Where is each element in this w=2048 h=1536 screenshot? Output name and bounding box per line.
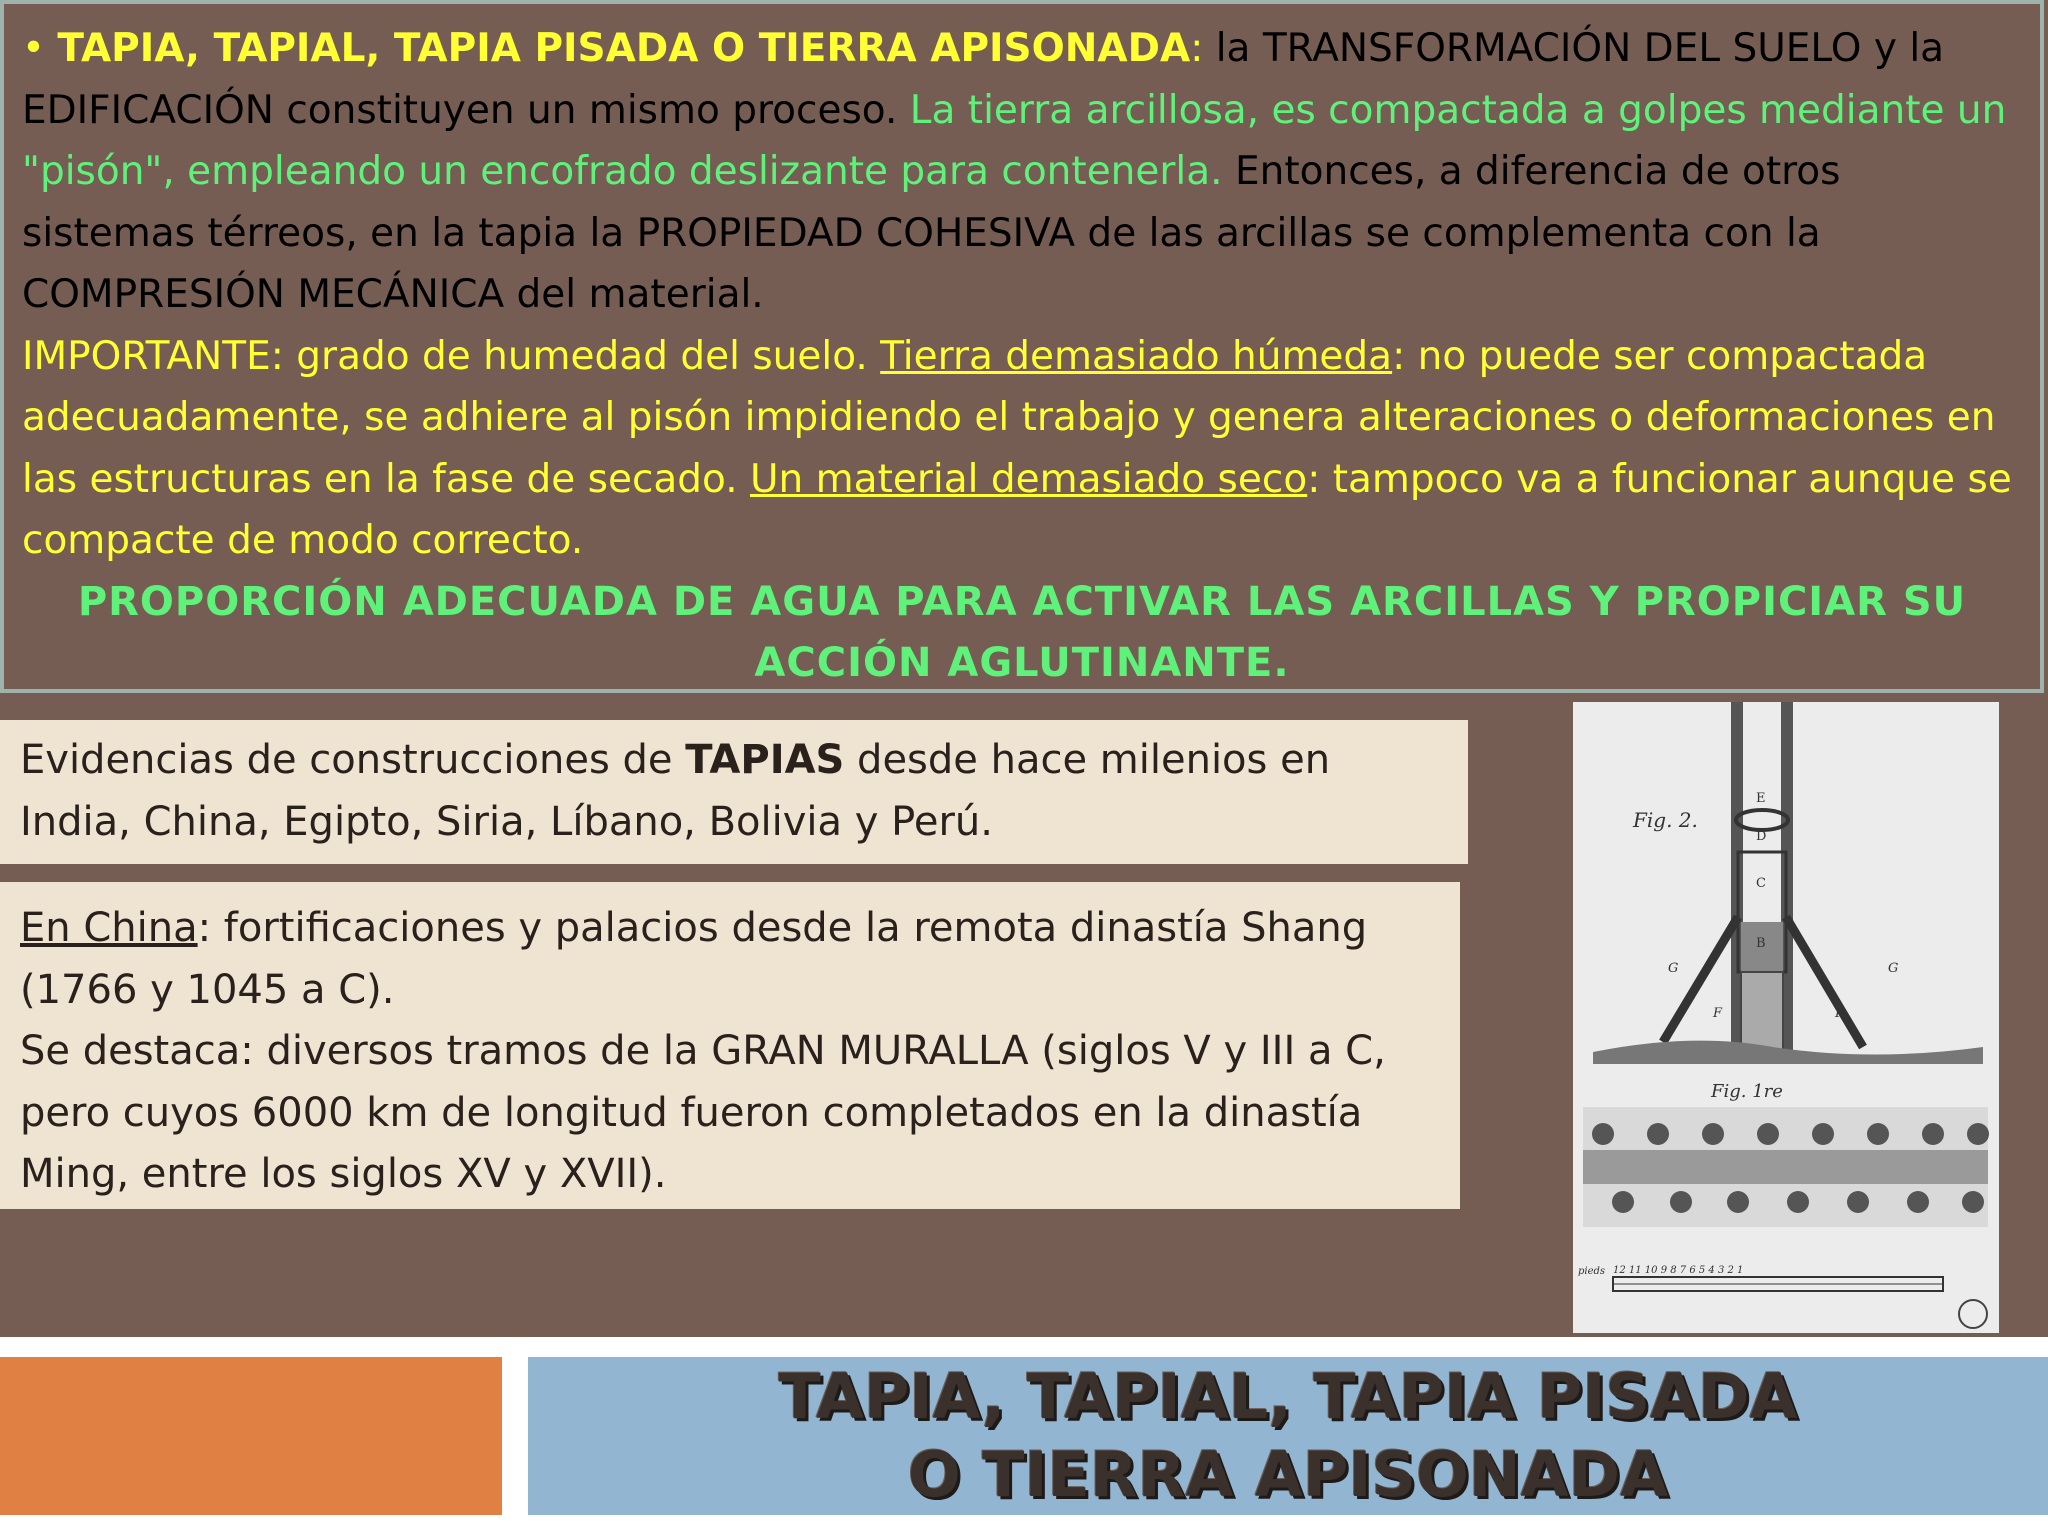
cohesion-text: Entonces, a diferencia de otros sistemas térreos, en la tapia la PROPIEDAD COHESIVA de las arcillas se complementa con la COMPRESIÓN MECÁNICA del material. (22, 149, 1841, 317)
evidence-box (0, 720, 1468, 864)
dry-soil-label: Un material demasiado seco (750, 456, 1308, 502)
scale-label: pieds (1578, 1266, 1606, 1277)
title-line-2: O TIERRA APISONADA (907, 1438, 1669, 1511)
intro-text: la TRANSFORMACIÓN DEL SUELO y la EDIFICACIÓN constituyen un mismo proceso. (22, 26, 1945, 133)
tapias-bold: TAPIAS (685, 737, 845, 783)
title-colon: : (1190, 26, 1204, 71)
letter-g-left: G (1668, 961, 1679, 976)
fig1-label: Fig. 1re (1711, 1081, 1783, 1102)
letter-f-left: F (1713, 1006, 1723, 1021)
rammed-earth-engraving (1573, 702, 1999, 1333)
engraving-drawing (1573, 702, 1999, 1333)
conclusion-text: PROPORCIÓN ADECUADA DE AGUA PARA ACTIVAR LAS ARCILLAS Y PROPICIAR SU ACCIÓN AGLUTINANTE. (77, 578, 1967, 686)
slide-title (528, 1357, 2048, 1515)
china-paragraph (20, 898, 1440, 1021)
evidence-text-after: desde hace milenios en India, China, Egipto, Siria, Líbano, Bolivia y Perú. (20, 737, 1331, 845)
intro-paragraph (22, 18, 2022, 326)
letter-f-right: F (1835, 1006, 1845, 1021)
china-label: En China (20, 905, 198, 951)
letter-c: C (1756, 876, 1766, 891)
evidence-text (20, 730, 1448, 853)
fig2-label: Fig. 2. (1633, 808, 1698, 832)
bold-title: TAPIA, TAPIAL, TAPIA PISADA O TIERRA APISONADA (57, 26, 1191, 71)
bullet-marker: • (22, 26, 46, 71)
letter-e: E (1756, 791, 1766, 806)
title-line-1: TAPIA, TAPIAL, TAPIA PISADA (778, 1360, 1798, 1433)
green-process-text: La tierra arcillosa, es compactada a golpes mediante un "pisón", empleando un encofrado deslizante para contenerla. (22, 87, 2007, 194)
orange-accent-block (0, 1357, 502, 1515)
scale-numbers: 12 11 10 9 8 7 6 5 4 3 2 1 (1613, 1265, 1744, 1276)
letter-b: B (1756, 936, 1766, 951)
important-paragraph (22, 326, 2022, 572)
china-box (0, 882, 1460, 1209)
letter-d: D (1756, 829, 1767, 844)
letter-g-right: G (1888, 961, 1899, 976)
important-intro: IMPORTANTE: grado de humedad del suelo. (22, 333, 881, 379)
main-text-box (0, 0, 2044, 693)
evidence-text-before: Evidencias de construcciones de (20, 737, 686, 783)
dry-soil-text: : tampoco va a funcionar aunque se compacte de modo correcto. (22, 456, 2012, 563)
china-text: : fortificaciones y palacios desde la remota dinastía Shang (1766 y 1045 a C). (20, 905, 1368, 1013)
wet-soil-text: : no puede ser compactada adecuadamente, se adhiere al pisón impidiendo el trabajo y genera alteraciones o deformaciones en las estructuras en la fase de secado. (22, 333, 1996, 502)
great-wall-paragraph: Se destaca: diversos tramos de la GRAN MURALLA (siglos V y III a C, pero cuyos 6000 km de longitud fueron completados en la dinastía Ming, entre los siglos XV y XVII). (20, 1028, 1386, 1197)
wet-soil-label: Tierra demasiado húmeda (880, 333, 1393, 379)
